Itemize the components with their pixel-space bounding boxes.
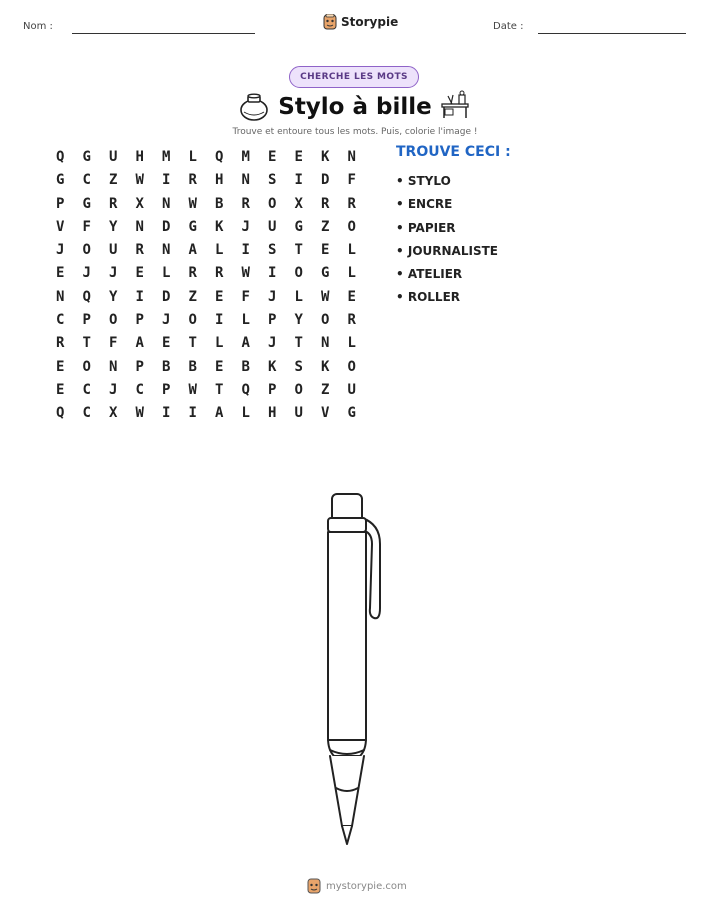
grid-cell[interactable]: E — [56, 358, 65, 375]
word-list-item: • PAPIER — [396, 220, 456, 235]
grid-cell[interactable]: F — [82, 218, 91, 235]
grid-cell[interactable]: Q — [56, 405, 65, 422]
grid-cell[interactable]: J — [82, 265, 91, 282]
grid-cell[interactable]: Z — [321, 218, 330, 235]
grid-cell[interactable]: L — [347, 335, 356, 352]
grid-cell[interactable]: K — [215, 218, 224, 235]
grid-cell[interactable]: L — [241, 312, 250, 329]
grid-cell[interactable]: O — [268, 195, 277, 212]
grid-cell[interactable]: N — [135, 218, 144, 235]
word-search-grid[interactable] — [47, 146, 367, 426]
footer — [307, 878, 407, 894]
grid-row — [47, 332, 367, 355]
grid-cell[interactable]: N — [321, 335, 330, 352]
grid-cell[interactable]: R — [188, 172, 197, 189]
grid-cell[interactable]: G — [347, 405, 356, 422]
grid-cell[interactable]: P — [56, 195, 65, 212]
grid-cell[interactable]: U — [347, 381, 356, 398]
grid-cell[interactable]: G — [321, 265, 330, 282]
word-list-item: • ATELIER — [396, 267, 463, 282]
grid-cell[interactable]: J — [109, 381, 118, 398]
grid-cell[interactable]: A — [135, 335, 144, 352]
grid-cell[interactable]: F — [109, 335, 118, 352]
grid-cell[interactable]: U — [109, 242, 118, 259]
grid-cell[interactable]: R — [241, 195, 250, 212]
grid-cell[interactable]: O — [82, 358, 91, 375]
grid-row — [47, 262, 367, 285]
brand-logo — [323, 14, 398, 30]
grid-cell[interactable]: G — [82, 195, 91, 212]
grid-cell[interactable]: F — [347, 172, 356, 189]
grid-cell[interactable]: W — [188, 195, 197, 212]
word-list-item: • ROLLER — [396, 290, 461, 305]
grid-cell[interactable]: B — [188, 358, 197, 375]
grid-cell[interactable]: H — [268, 405, 277, 422]
grid-cell[interactable]: X — [294, 195, 303, 212]
grid-cell[interactable]: C — [56, 312, 65, 329]
grid-cell[interactable]: P — [135, 312, 144, 329]
grid-cell[interactable]: I — [215, 312, 224, 329]
grid-cell[interactable]: U — [268, 218, 277, 235]
grid-cell[interactable]: E — [56, 265, 65, 282]
grid-cell[interactable]: R — [188, 265, 197, 282]
grid-cell[interactable]: E — [268, 149, 277, 165]
grid-cell[interactable]: J — [109, 265, 118, 282]
grid-cell[interactable]: W — [188, 381, 197, 398]
grid-cell[interactable]: L — [294, 288, 303, 305]
grid-cell[interactable]: I — [294, 172, 303, 189]
grid-cell[interactable]: I — [268, 265, 277, 282]
grid-cell[interactable]: S — [268, 242, 277, 259]
grid-cell[interactable]: E — [294, 149, 303, 165]
grid-cell[interactable]: R — [135, 242, 144, 259]
storypie-mascot-icon — [323, 14, 337, 30]
footer-url[interactable]: mystorypie.com — [326, 880, 407, 892]
grid-cell[interactable]: R — [215, 265, 224, 282]
grid-cell[interactable]: X — [135, 195, 144, 212]
grid-cell[interactable]: I — [135, 288, 144, 305]
grid-cell[interactable]: Q — [215, 149, 224, 165]
grid-cell[interactable]: T — [82, 335, 91, 352]
grid-cell[interactable]: S — [268, 172, 277, 189]
grid-cell[interactable]: N — [162, 242, 171, 259]
grid-cell[interactable]: O — [109, 312, 118, 329]
grid-cell[interactable]: E — [162, 335, 171, 352]
grid-cell[interactable]: V — [56, 218, 65, 235]
grid-cell[interactable]: T — [215, 381, 224, 398]
grid-cell[interactable]: P — [82, 312, 91, 329]
grid-cell[interactable]: B — [162, 358, 171, 375]
grid-cell[interactable]: A — [188, 242, 197, 259]
name-line[interactable] — [72, 33, 255, 34]
grid-cell[interactable]: E — [321, 242, 330, 259]
word-list-item: • STYLO — [396, 174, 451, 188]
grid-cell[interactable]: E — [347, 288, 356, 305]
grid-cell[interactable]: N — [109, 358, 118, 375]
grid-row — [47, 379, 367, 402]
storypie-mascot-icon — [307, 878, 321, 894]
grid-cell[interactable]: J — [268, 335, 277, 352]
grid-cell[interactable]: Y — [109, 218, 118, 235]
grid-cell[interactable]: T — [188, 335, 197, 352]
word-list-title: TROUVE CECI : — [396, 144, 511, 160]
grid-cell[interactable]: T — [294, 242, 303, 259]
grid-cell[interactable]: O — [294, 381, 303, 398]
grid-cell[interactable]: O — [347, 218, 356, 235]
name-label: Nom : — [23, 21, 53, 32]
grid-cell[interactable]: W — [321, 288, 330, 305]
grid-cell[interactable]: J — [241, 218, 250, 235]
grid-cell[interactable]: L — [162, 265, 171, 282]
grid-cell[interactable]: L — [241, 405, 250, 422]
grid-row — [47, 402, 367, 425]
grid-cell[interactable]: Z — [109, 172, 118, 189]
grid-cell[interactable]: R — [321, 195, 330, 212]
grid-cell[interactable]: G — [188, 218, 197, 235]
grid-row — [47, 286, 367, 309]
grid-row — [47, 169, 367, 192]
grid-cell[interactable]: J — [162, 312, 171, 329]
grid-cell[interactable]: G — [82, 149, 91, 165]
grid-cell[interactable]: O — [82, 242, 91, 259]
grid-cell[interactable]: W — [135, 172, 144, 189]
grid-cell[interactable]: Y — [294, 312, 303, 329]
grid-cell[interactable]: K — [268, 358, 277, 375]
grid-cell[interactable]: P — [135, 358, 144, 375]
grid-cell[interactable]: J — [56, 242, 65, 259]
grid-cell[interactable]: V — [321, 405, 330, 422]
grid-cell[interactable]: B — [215, 195, 224, 212]
grid-cell[interactable]: H — [215, 172, 224, 189]
grid-cell[interactable]: P — [268, 381, 277, 398]
grid-cell[interactable]: B — [241, 358, 250, 375]
grid-cell[interactable]: Q — [241, 381, 250, 398]
grid-cell[interactable]: Y — [109, 288, 118, 305]
grid-cell[interactable]: C — [82, 381, 91, 398]
grid-cell[interactable]: C — [82, 172, 91, 189]
grid-cell[interactable]: I — [241, 242, 250, 259]
grid-cell[interactable]: R — [109, 195, 118, 212]
grid-cell[interactable]: W — [135, 405, 144, 422]
grid-cell[interactable]: D — [321, 172, 330, 189]
word-list-item: • ENCRE — [396, 197, 453, 212]
grid-cell[interactable]: I — [162, 172, 171, 189]
brand-name: Storypie — [341, 15, 399, 29]
grid-cell[interactable]: L — [215, 242, 224, 259]
grid-cell[interactable]: R — [56, 335, 65, 352]
grid-cell[interactable]: D — [162, 288, 171, 305]
ballpoint-pen-illustration[interactable] — [300, 488, 410, 853]
grid-cell[interactable]: C — [135, 381, 144, 398]
word-list-item: • JOURNALISTE — [396, 243, 498, 258]
grid-cell[interactable]: E — [56, 381, 65, 398]
grid-cell[interactable]: L — [347, 265, 356, 282]
grid-cell[interactable]: L — [215, 335, 224, 352]
grid-cell[interactable]: D — [162, 218, 171, 235]
grid-cell[interactable]: E — [215, 358, 224, 375]
grid-cell[interactable]: T — [294, 335, 303, 352]
activity-badge: CHERCHE LES MOTS — [289, 66, 419, 88]
grid-cell[interactable]: E — [215, 288, 224, 305]
grid-cell[interactable]: M — [162, 149, 171, 165]
grid-cell[interactable]: M — [241, 149, 250, 165]
grid-cell[interactable]: F — [241, 288, 250, 305]
grid-row — [47, 216, 367, 239]
grid-cell[interactable]: Z — [321, 381, 330, 398]
grid-cell[interactable]: I — [188, 405, 197, 422]
grid-row — [47, 309, 367, 332]
grid-cell[interactable]: A — [215, 405, 224, 422]
page-title: Stylo à bille — [278, 94, 432, 120]
grid-cell[interactable]: U — [294, 405, 303, 422]
grid-cell[interactable]: P — [268, 312, 277, 329]
grid-cell[interactable]: N — [347, 149, 356, 165]
grid-cell[interactable]: J — [268, 288, 277, 305]
grid-row — [47, 356, 367, 379]
grid-cell[interactable]: Z — [188, 288, 197, 305]
grid-cell[interactable]: N — [56, 288, 65, 305]
grid-cell[interactable]: K — [321, 149, 330, 165]
word-list — [396, 170, 498, 310]
grid-cell[interactable]: H — [135, 149, 144, 165]
grid-row — [47, 146, 367, 169]
grid-cell[interactable]: O — [188, 312, 197, 329]
grid-cell[interactable]: U — [109, 149, 118, 165]
grid-row — [47, 193, 367, 216]
grid-cell[interactable]: L — [188, 149, 197, 165]
grid-cell[interactable]: A — [241, 335, 250, 352]
grid-cell[interactable]: L — [347, 242, 356, 259]
grid-cell[interactable]: O — [294, 265, 303, 282]
grid-cell[interactable]: N — [241, 172, 250, 189]
desk-icon — [439, 90, 471, 120]
grid-cell[interactable]: Q — [56, 149, 65, 165]
grid-cell[interactable]: Q — [82, 288, 91, 305]
grid-cell[interactable]: E — [135, 265, 144, 282]
grid-cell[interactable]: O — [347, 358, 356, 375]
grid-cell[interactable]: K — [321, 358, 330, 375]
date-line[interactable] — [538, 33, 686, 34]
grid-cell[interactable]: R — [347, 195, 356, 212]
instructions: Trouve et entoure tous les mots. Puis, colorie l'image ! — [232, 127, 478, 137]
grid-cell[interactable]: W — [241, 265, 250, 282]
grid-cell[interactable]: G — [56, 172, 65, 189]
date-label: Date : — [493, 21, 524, 32]
grid-cell[interactable]: G — [294, 218, 303, 235]
grid-cell[interactable]: X — [109, 405, 118, 422]
grid-cell[interactable]: S — [294, 358, 303, 375]
grid-cell[interactable]: N — [162, 195, 171, 212]
grid-cell[interactable]: R — [347, 312, 356, 329]
grid-cell[interactable]: O — [321, 312, 330, 329]
grid-row — [47, 239, 367, 262]
grid-cell[interactable]: I — [162, 405, 171, 422]
grid-cell[interactable]: P — [162, 381, 171, 398]
grid-cell[interactable]: C — [82, 405, 91, 422]
